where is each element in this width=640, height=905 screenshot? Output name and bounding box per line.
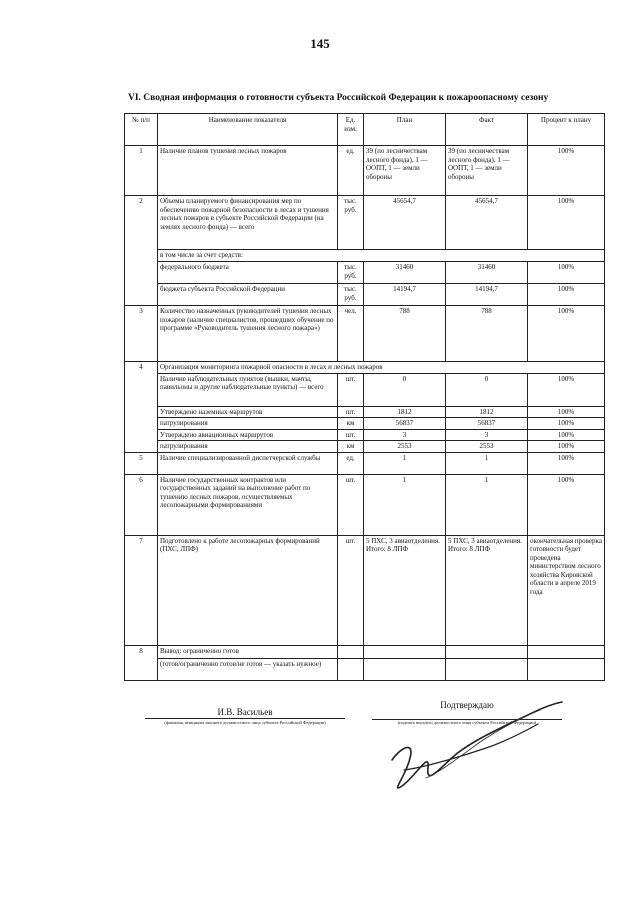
indicator-name: Подготовлено к работе лесопожарных формирований (ПХС, ЛПФ) <box>158 535 338 645</box>
plan-cell: 1 <box>364 474 446 535</box>
table-row <box>125 474 605 535</box>
handwritten-signature <box>330 698 580 808</box>
row-number: 7 <box>125 535 158 645</box>
fact-cell: 0 <box>446 373 528 406</box>
unit-cell: тыс. руб. <box>338 262 364 284</box>
fact-cell: 1 <box>446 452 528 474</box>
section-title: VI. Сводная информация о готовности субъекта Российской Федерации к пожароопасному сезону <box>128 93 549 103</box>
indicator-name: Наличие специализированной диспетчерской службы <box>158 452 338 474</box>
fact-cell: 5 ПХС, 3 авиаотделения. Итого: 8 ЛПФ <box>446 535 528 645</box>
percent-cell: 100% <box>528 418 605 430</box>
unit-cell: шт. <box>338 474 364 535</box>
row-number: 5 <box>125 452 158 474</box>
plan-cell: 14194,7 <box>364 284 446 306</box>
plan-cell: 45654,7 <box>364 196 446 250</box>
fact-cell: 39 (по лесничествам лесного фонда), 1 — ООПТ, 1 — земли обороны <box>446 146 528 196</box>
fact-cell: 14194,7 <box>446 284 528 306</box>
unit-cell: тыс. руб. <box>338 196 364 250</box>
plan-cell: 788 <box>364 306 446 362</box>
table-row <box>125 373 605 406</box>
empty-cell <box>338 658 364 680</box>
percent-cell: 100% <box>528 306 605 362</box>
table-row <box>125 306 605 362</box>
indicator-name: патрулирования <box>158 418 338 430</box>
percent-cell: 100% <box>528 262 605 284</box>
table-row <box>125 658 605 680</box>
table-row <box>125 146 605 196</box>
conclusion-hint: (готов/ограниченно готов/не готов — указать нужное) <box>158 658 338 680</box>
percent-cell: 100% <box>528 146 605 196</box>
indicator-name: Количество назначенных руководителей тушения лесных пожаров (наличие специалистов, прошедших обучение по программе «Руководитель тушения лесного пожара») <box>158 306 338 362</box>
unit-cell: шт. <box>338 429 364 441</box>
confirm-label: Подтверждаю <box>440 700 494 710</box>
table-row <box>125 429 605 441</box>
unit-cell: ед. <box>338 452 364 474</box>
empty-cell <box>364 645 446 658</box>
empty-cell <box>446 645 528 658</box>
unit-cell: шт. <box>338 373 364 406</box>
empty-cell <box>528 645 605 658</box>
percent-cell: 100% <box>528 429 605 441</box>
percent-cell: 100% <box>528 406 605 418</box>
signatory-block <box>145 707 345 726</box>
row-number: 2 <box>125 196 158 306</box>
col-header-percent: Процент к плану <box>528 114 605 146</box>
readiness-table <box>124 113 605 681</box>
row-number: 6 <box>125 474 158 535</box>
indicator-name: Наличие наблюдательных пунктов (вышки, мачты, павильоны и другие наблюдательные пункты) — всего <box>158 373 338 406</box>
plan-cell: 3 <box>364 429 446 441</box>
conclusion-cell: Вывод: ограниченно готов <box>158 645 338 658</box>
plan-cell: 56837 <box>364 418 446 430</box>
empty-cell <box>364 658 446 680</box>
col-header-number: № п/п <box>125 114 158 146</box>
unit-cell: тыс. руб. <box>338 284 364 306</box>
table-row <box>125 645 605 658</box>
plan-cell: 2553 <box>364 441 446 453</box>
percent-cell: 100% <box>528 441 605 453</box>
monitoring-section-title: Организация мониторинга пожарной опасности в лесах и лесных пожаров <box>158 362 605 374</box>
table-row <box>125 250 605 262</box>
unit-cell: шт. <box>338 535 364 645</box>
percent-cell: 100% <box>528 452 605 474</box>
table-header-row <box>125 114 605 146</box>
funding-sources-label: в том числе за счет средств: <box>158 250 605 262</box>
indicator-name: Утверждено наземных маршрутов <box>158 406 338 418</box>
table-row <box>125 452 605 474</box>
plan-cell: 1812 <box>364 406 446 418</box>
row-number: 3 <box>125 306 158 362</box>
fact-cell: 56837 <box>446 418 528 430</box>
indicator-name: патрулирования <box>158 441 338 453</box>
indicator-name: бюджета субъекта Российской Федерации <box>158 284 338 306</box>
empty-cell <box>446 658 528 680</box>
fact-cell: 2553 <box>446 441 528 453</box>
row-number: 1 <box>125 146 158 196</box>
fact-cell: 1812 <box>446 406 528 418</box>
unit-cell: км <box>338 418 364 430</box>
unit-cell: ед. <box>338 146 364 196</box>
col-header-unit: Ед. изм. <box>338 114 364 146</box>
table-row <box>125 284 605 306</box>
unit-cell: км <box>338 441 364 453</box>
empty-cell <box>528 658 605 680</box>
col-header-fact: Факт <box>446 114 528 146</box>
fact-cell: 3 <box>446 429 528 441</box>
plan-cell: 31460 <box>364 262 446 284</box>
table-row <box>125 262 605 284</box>
percent-cell: 100% <box>528 284 605 306</box>
indicator-name: федерального бюджета <box>158 262 338 284</box>
indicator-name: Объемы планируемого финансирования мер по обеспечению пожарной безопасности в лесах и тушения лесных пожаров в субъекте Российской Федерации (на землях лесного фонда) — всего <box>158 196 338 250</box>
percent-cell: 100% <box>528 474 605 535</box>
unit-cell: чел. <box>338 306 364 362</box>
signature-caption: (подпись высшего должностного лица субъекта Российской Федерации) <box>397 720 537 725</box>
indicator-name: Наличие планов тушения лесных пожаров <box>158 146 338 196</box>
table-row <box>125 196 605 250</box>
percent-cell: 100% <box>528 196 605 250</box>
fact-cell: 788 <box>446 306 528 362</box>
indicator-name: Наличие государственных контрактов или государственных заданий на выполнение работ по тушению лесных пожаров, осуществляемых лесопожарными формированиями <box>158 474 338 535</box>
page-number: 145 <box>310 36 330 51</box>
percent-cell: 100% <box>528 373 605 406</box>
empty-cell <box>338 645 364 658</box>
table-row <box>125 406 605 418</box>
fact-cell: 45654,7 <box>446 196 528 250</box>
fact-cell: 1 <box>446 474 528 535</box>
table-row <box>125 362 605 374</box>
row-number: 4 <box>125 362 158 453</box>
signatory-caption: (фамилия, инициалы высшего должностного лица субъекта Российской Федерации) <box>164 720 326 725</box>
plan-cell: 1 <box>364 452 446 474</box>
fact-cell: 31460 <box>446 262 528 284</box>
table-row <box>125 535 605 645</box>
signatory-name: И.В. Васильев <box>145 707 345 719</box>
plan-cell: 5 ПХС, 3 авиаотделения. Итого: 8 ЛПФ <box>364 535 446 645</box>
indicator-name: Утверждено авиационных маршрутов <box>158 429 338 441</box>
col-header-indicator: Наименование показателя <box>158 114 338 146</box>
plan-cell: 39 (по лесничествам лесного фонда), 1 — ООПТ, 1 — земли обороны <box>364 146 446 196</box>
unit-cell: шт. <box>338 406 364 418</box>
percent-cell: окончательная проверка готовности будет проведена министерством лесного хозяйства Кировской области в апреле 2019 года <box>528 535 605 645</box>
col-header-plan: План <box>364 114 446 146</box>
row-number: 8 <box>125 645 158 680</box>
table-row <box>125 441 605 453</box>
plan-cell: 0 <box>364 373 446 406</box>
table-row <box>125 418 605 430</box>
